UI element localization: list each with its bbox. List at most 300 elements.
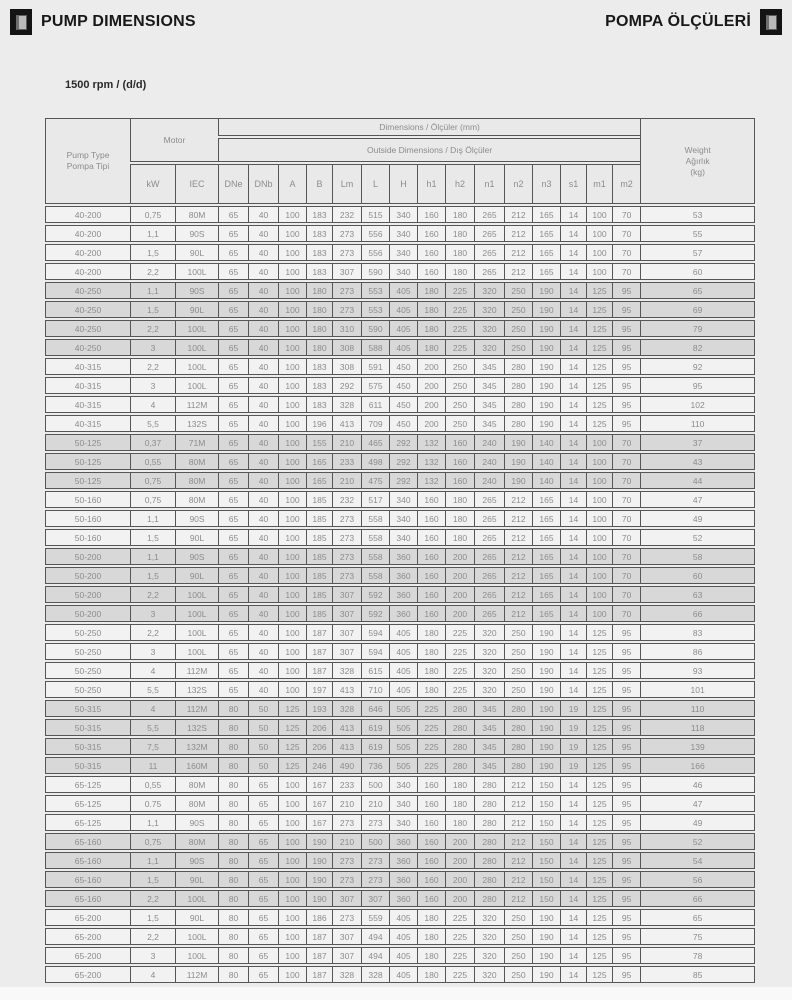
dimension-cell: 265: [474, 263, 504, 280]
pump-type-cell: 40-250: [45, 282, 130, 299]
dimension-cell: 14: [560, 263, 586, 280]
dimension-cell: 225: [445, 928, 474, 945]
dimension-cell: 307: [332, 605, 361, 622]
dimension-cell: 132: [417, 434, 445, 451]
dimension-cell: 90S: [175, 852, 218, 869]
dimension-cell: 553: [361, 282, 389, 299]
header-row-dimensions: [45, 118, 755, 136]
dimension-cell: 646: [361, 700, 389, 717]
dimension-cell: 265: [474, 510, 504, 527]
dimension-cell: 250: [504, 624, 532, 641]
dimension-cell: 150: [532, 890, 560, 907]
dimension-cell: 250: [504, 643, 532, 660]
dimension-cell: 307: [332, 947, 361, 964]
dimension-cell: 180: [417, 928, 445, 945]
dimension-cell: 615: [361, 662, 389, 679]
dimension-cell: 2,2: [130, 890, 175, 907]
dimension-cell: 210: [332, 472, 361, 489]
pump-type-cell: 65-200: [45, 909, 130, 926]
dimension-cell: 3: [130, 339, 175, 356]
table-row: [45, 681, 755, 698]
dimension-cell: 65: [218, 377, 248, 394]
dimension-cell: 273: [332, 871, 361, 888]
dimension-cell: 225: [417, 757, 445, 774]
dimension-cell: 280: [474, 814, 504, 831]
dimension-cell: 165: [306, 472, 332, 489]
dimension-cell: 280: [504, 396, 532, 413]
dimension-cell: 160: [417, 871, 445, 888]
dimension-cell: 100: [278, 852, 306, 869]
dimension-cell: 14: [560, 909, 586, 926]
header-outside-dimensions: Outside Dimensions / Dış Ölçüler: [218, 138, 640, 162]
dimension-cell: 160: [445, 453, 474, 470]
dimension-cell: 95: [612, 871, 640, 888]
dimension-cell: 14: [560, 814, 586, 831]
dimension-cell: 100: [278, 339, 306, 356]
dimension-cell: 80: [218, 966, 248, 983]
dimension-cell: 250: [504, 681, 532, 698]
catalog-book-icon: [760, 9, 782, 35]
dimension-cell: 14: [560, 567, 586, 584]
dimension-cell: 212: [504, 225, 532, 242]
dimension-cell: 320: [474, 947, 504, 964]
pump-type-cell: 65-160: [45, 833, 130, 850]
pump-type-cell: 65-200: [45, 928, 130, 945]
dimension-cell: 1,5: [130, 909, 175, 926]
weight-cell: 52: [640, 833, 755, 850]
dimension-cell: 180: [306, 320, 332, 337]
dimension-cell: 345: [474, 377, 504, 394]
dimension-cell: 80: [218, 738, 248, 755]
dimension-cell: 70: [612, 434, 640, 451]
dimension-cell: 14: [560, 548, 586, 565]
pump-type-cell: 40-200: [45, 206, 130, 223]
dimension-cell: 250: [445, 415, 474, 432]
dimension-cell: 575: [361, 377, 389, 394]
dimension-cell: 160: [417, 605, 445, 622]
dimension-cell: 100: [278, 890, 306, 907]
dimension-cell: 183: [306, 225, 332, 242]
dimension-cell: 0.75: [130, 795, 175, 812]
dimension-cell: 320: [474, 320, 504, 337]
dimension-cell: 165: [532, 263, 560, 280]
dimension-cell: 70: [612, 548, 640, 565]
dimension-cell: 100: [586, 548, 612, 565]
dimension-cell: 14: [560, 434, 586, 451]
dimension-cell: 80M: [175, 833, 218, 850]
dimension-cell: 190: [532, 909, 560, 926]
table-row: [45, 966, 755, 983]
dimension-cell: 100: [278, 206, 306, 223]
page-banner: [0, 0, 792, 35]
pump-type-cell: 65-125: [45, 795, 130, 812]
dimension-cell: 14: [560, 871, 586, 888]
dimension-cell: 190: [504, 472, 532, 489]
dimension-cell: 1,1: [130, 852, 175, 869]
dimension-cell: 167: [306, 795, 332, 812]
dimension-cell: 160: [417, 852, 445, 869]
pump-type-cell: 50-250: [45, 681, 130, 698]
dimension-cell: 180: [417, 301, 445, 318]
dimension-cell: 1,5: [130, 529, 175, 546]
dimension-cell: 14: [560, 776, 586, 793]
dimension-cell: 165: [532, 567, 560, 584]
dimension-cell: 190: [532, 662, 560, 679]
dimension-cell: 2,2: [130, 624, 175, 641]
dimension-cell: 70: [612, 244, 640, 261]
dimension-cell: 132S: [175, 719, 218, 736]
dimension-cell: 345: [474, 358, 504, 375]
dimension-cell: 160: [417, 776, 445, 793]
dimension-cell: 250: [504, 947, 532, 964]
dimension-cell: 345: [474, 738, 504, 755]
dimension-cell: 95: [612, 852, 640, 869]
dimension-cell: 405: [389, 947, 417, 964]
dimension-cell: 14: [560, 852, 586, 869]
pump-type-cell: 50-200: [45, 605, 130, 622]
dimension-cell: 95: [612, 681, 640, 698]
dimension-cell: 200: [445, 852, 474, 869]
dimension-cell: 95: [612, 966, 640, 983]
header-col-DNb: DNb: [248, 164, 278, 204]
dimension-cell: 180: [417, 624, 445, 641]
dimension-cell: 19: [560, 738, 586, 755]
dimension-cell: 40: [248, 434, 278, 451]
dimension-cell: 200: [417, 396, 445, 413]
dimension-cell: 225: [445, 909, 474, 926]
dimension-cell: 11: [130, 757, 175, 774]
weight-cell: 166: [640, 757, 755, 774]
dimension-cell: 592: [361, 605, 389, 622]
dimension-cell: 14: [560, 947, 586, 964]
table-row: [45, 776, 755, 793]
dimension-cell: 14: [560, 396, 586, 413]
dimension-cell: 40: [248, 605, 278, 622]
dimension-cell: 90S: [175, 814, 218, 831]
dimension-cell: 14: [560, 453, 586, 470]
dimension-cell: 187: [306, 928, 332, 945]
dimension-cell: 125: [278, 738, 306, 755]
dimension-cell: 0,55: [130, 453, 175, 470]
pump-type-cell: 50-315: [45, 757, 130, 774]
dimension-cell: 50: [248, 719, 278, 736]
dimension-cell: 112M: [175, 396, 218, 413]
dimension-cell: 100: [586, 225, 612, 242]
dimension-cell: 65: [218, 396, 248, 413]
dimension-cell: 100: [278, 909, 306, 926]
dimension-cell: 125: [586, 890, 612, 907]
dimension-cell: 14: [560, 966, 586, 983]
dimension-cell: 100: [278, 795, 306, 812]
dimension-cell: 40: [248, 681, 278, 698]
dimension-cell: 413: [332, 681, 361, 698]
pump-type-cell: 50-315: [45, 738, 130, 755]
dimension-cell: 465: [361, 434, 389, 451]
dimension-cell: 185: [306, 605, 332, 622]
dimension-cell: 125: [586, 966, 612, 983]
dimension-cell: 190: [532, 719, 560, 736]
pump-type-cell: 40-200: [45, 225, 130, 242]
weight-cell: 37: [640, 434, 755, 451]
weight-cell: 110: [640, 700, 755, 717]
dimension-cell: 40: [248, 624, 278, 641]
dimension-cell: 14: [560, 586, 586, 603]
dimension-cell: 280: [474, 776, 504, 793]
dimension-cell: 150: [532, 795, 560, 812]
dimension-cell: 328: [332, 396, 361, 413]
dimension-cell: 100L: [175, 643, 218, 660]
header-col-H: H: [389, 164, 417, 204]
page-title-tr: POMPA ÖLÇÜLERİ: [605, 13, 751, 30]
dimension-cell: 90S: [175, 510, 218, 527]
dimension-cell: 14: [560, 377, 586, 394]
dimension-cell: 225: [445, 301, 474, 318]
dimension-cell: 212: [504, 529, 532, 546]
table-row: [45, 928, 755, 945]
dimension-cell: 40: [248, 586, 278, 603]
header-col-n2: n2: [504, 164, 532, 204]
dimension-cell: 65: [248, 947, 278, 964]
dimension-cell: 14: [560, 358, 586, 375]
dimension-cell: 0,37: [130, 434, 175, 451]
dimension-cell: 340: [389, 814, 417, 831]
dimension-cell: 3: [130, 377, 175, 394]
weight-cell: 54: [640, 852, 755, 869]
dimension-cell: 190: [306, 871, 332, 888]
dimension-cell: 65: [248, 966, 278, 983]
table-body: [45, 206, 755, 983]
dimension-cell: 265: [474, 548, 504, 565]
dimension-cell: 225: [445, 662, 474, 679]
dimension-cell: 100: [278, 548, 306, 565]
dimension-cell: 280: [504, 377, 532, 394]
dimension-cell: 450: [389, 396, 417, 413]
dimension-cell: 125: [586, 358, 612, 375]
dimension-cell: 265: [474, 605, 504, 622]
dimension-cell: 190: [504, 434, 532, 451]
dimension-cell: 517: [361, 491, 389, 508]
dimension-cell: 265: [474, 244, 504, 261]
dimension-cell: 100L: [175, 377, 218, 394]
dimension-cell: 165: [306, 453, 332, 470]
dimension-cell: 90L: [175, 301, 218, 318]
dimension-cell: 1,5: [130, 567, 175, 584]
dimension-cell: 95: [612, 719, 640, 736]
dimension-cell: 165: [532, 586, 560, 603]
dimension-cell: 180: [417, 966, 445, 983]
dimension-cell: 65: [218, 491, 248, 508]
dimension-cell: 273: [332, 244, 361, 261]
dimension-cell: 125: [586, 396, 612, 413]
dimension-cell: 100: [278, 301, 306, 318]
dimension-cell: 450: [389, 358, 417, 375]
dimension-cell: 232: [332, 491, 361, 508]
dimension-cell: 65: [218, 624, 248, 641]
dimension-cell: 180: [445, 814, 474, 831]
pump-type-cell: 50-250: [45, 662, 130, 679]
dimension-cell: 360: [389, 567, 417, 584]
dimension-cell: 167: [306, 776, 332, 793]
dimension-cell: 125: [586, 814, 612, 831]
dimension-cell: 405: [389, 339, 417, 356]
dimension-cell: 100: [278, 358, 306, 375]
dimension-cell: 14: [560, 928, 586, 945]
dimension-cell: 273: [332, 814, 361, 831]
pump-type-cell: 50-250: [45, 643, 130, 660]
dimension-cell: 100: [586, 453, 612, 470]
dimension-cell: 90L: [175, 529, 218, 546]
dimension-cell: 183: [306, 377, 332, 394]
dimension-cell: 200: [445, 586, 474, 603]
dimension-cell: 405: [389, 301, 417, 318]
dimension-cell: 40: [248, 453, 278, 470]
dimension-cell: 273: [361, 814, 389, 831]
dimension-cell: 232: [332, 206, 361, 223]
pump-type-cell: 50-160: [45, 510, 130, 527]
pump-type-cell: 65-160: [45, 871, 130, 888]
dimension-cell: 553: [361, 301, 389, 318]
dimension-cell: 14: [560, 282, 586, 299]
dimension-cell: 14: [560, 643, 586, 660]
dimension-cell: 265: [474, 225, 504, 242]
dimension-cell: 180: [306, 282, 332, 299]
dimension-cell: 90S: [175, 282, 218, 299]
dimension-cell: 4: [130, 662, 175, 679]
weight-cell: 93: [640, 662, 755, 679]
dimension-cell: 65: [248, 928, 278, 945]
dimension-cell: 160: [417, 814, 445, 831]
dimension-cell: 240: [474, 453, 504, 470]
dimension-cell: 206: [306, 719, 332, 736]
dimension-cell: 65: [218, 453, 248, 470]
dimension-cell: 345: [474, 415, 504, 432]
table-row: [45, 947, 755, 964]
dimension-cell: 125: [586, 415, 612, 432]
dimension-cell: 558: [361, 529, 389, 546]
dimension-cell: 1,1: [130, 510, 175, 527]
dimension-cell: 100: [278, 776, 306, 793]
table-row: [45, 434, 755, 451]
dimension-cell: 95: [612, 833, 640, 850]
dimension-cell: 14: [560, 339, 586, 356]
dimension-cell: 14: [560, 624, 586, 641]
dimension-cell: 558: [361, 567, 389, 584]
dimension-cell: 308: [332, 339, 361, 356]
dimension-cell: 14: [560, 415, 586, 432]
dimension-cell: 405: [389, 928, 417, 945]
dimension-cell: 186: [306, 909, 332, 926]
catalog-book-icon: [10, 9, 32, 35]
dimension-cell: 14: [560, 890, 586, 907]
dimension-cell: 328: [332, 662, 361, 679]
dimension-cell: 340: [389, 776, 417, 793]
dimension-cell: 200: [445, 833, 474, 850]
dimension-cell: 70: [612, 263, 640, 280]
dimension-cell: 40: [248, 358, 278, 375]
dimension-cell: 100: [586, 567, 612, 584]
dimension-cell: 340: [389, 529, 417, 546]
dimension-cell: 50: [248, 757, 278, 774]
dimension-cell: 100: [586, 244, 612, 261]
dimension-cell: 65: [218, 301, 248, 318]
dimension-cell: 212: [504, 814, 532, 831]
dimension-cell: 40: [248, 567, 278, 584]
dimension-cell: 100: [586, 510, 612, 527]
dimension-cell: 125: [586, 909, 612, 926]
dimension-cell: 197: [306, 681, 332, 698]
dimension-cell: 273: [332, 282, 361, 299]
weight-cell: 65: [640, 282, 755, 299]
page-title-en: PUMP DIMENSIONS: [41, 13, 196, 30]
dimension-cell: 212: [504, 491, 532, 508]
dimension-cell: 95: [612, 282, 640, 299]
dimension-cell: 80: [218, 928, 248, 945]
dimension-cell: 280: [474, 871, 504, 888]
dimension-cell: 160: [417, 491, 445, 508]
header-motor: Motor: [130, 118, 218, 162]
dimension-cell: 405: [389, 662, 417, 679]
dimension-cell: 340: [389, 510, 417, 527]
dimension-cell: 250: [504, 662, 532, 679]
dimension-cell: 190: [532, 282, 560, 299]
dimension-cell: 345: [474, 719, 504, 736]
dimension-cell: 320: [474, 339, 504, 356]
dimension-cell: 40: [248, 529, 278, 546]
dimension-cell: 100: [278, 662, 306, 679]
dimension-cell: 65: [248, 909, 278, 926]
dimension-cell: 65: [218, 510, 248, 527]
dimension-cell: 1,1: [130, 814, 175, 831]
dimension-cell: 165: [532, 510, 560, 527]
dimension-cell: 160: [417, 225, 445, 242]
dimension-cell: 200: [445, 871, 474, 888]
dimension-cell: 405: [389, 282, 417, 299]
dimension-cell: 200: [417, 358, 445, 375]
dimension-cell: 292: [389, 472, 417, 489]
dimension-cell: 250: [504, 301, 532, 318]
dimension-cell: 320: [474, 643, 504, 660]
weight-cell: 44: [640, 472, 755, 489]
table-row: [45, 320, 755, 337]
dimension-cell: 132M: [175, 738, 218, 755]
table-row: [45, 643, 755, 660]
dimension-cell: 95: [612, 320, 640, 337]
dimension-cell: 125: [586, 662, 612, 679]
dimension-cell: 160: [417, 206, 445, 223]
dimension-cell: 65: [218, 244, 248, 261]
dimension-cell: 405: [389, 643, 417, 660]
dimension-cell: 250: [504, 928, 532, 945]
dimension-cell: 225: [445, 339, 474, 356]
dimension-cell: 100L: [175, 358, 218, 375]
header-col-A: A: [278, 164, 306, 204]
dimension-cell: 280: [474, 833, 504, 850]
dimension-cell: 190: [532, 320, 560, 337]
dimension-cell: 280: [445, 738, 474, 755]
table-row: [45, 282, 755, 299]
dimension-cell: 709: [361, 415, 389, 432]
dimension-cell: 125: [586, 339, 612, 356]
dimension-cell: 180: [417, 320, 445, 337]
dimension-cell: 125: [278, 700, 306, 717]
dimension-cell: 180: [445, 244, 474, 261]
dimension-cell: 80: [218, 890, 248, 907]
table-row: [45, 909, 755, 926]
dimension-cell: 500: [361, 833, 389, 850]
dimension-cell: 80M: [175, 491, 218, 508]
dimension-cell: 125: [586, 282, 612, 299]
dimension-cell: 95: [612, 377, 640, 394]
